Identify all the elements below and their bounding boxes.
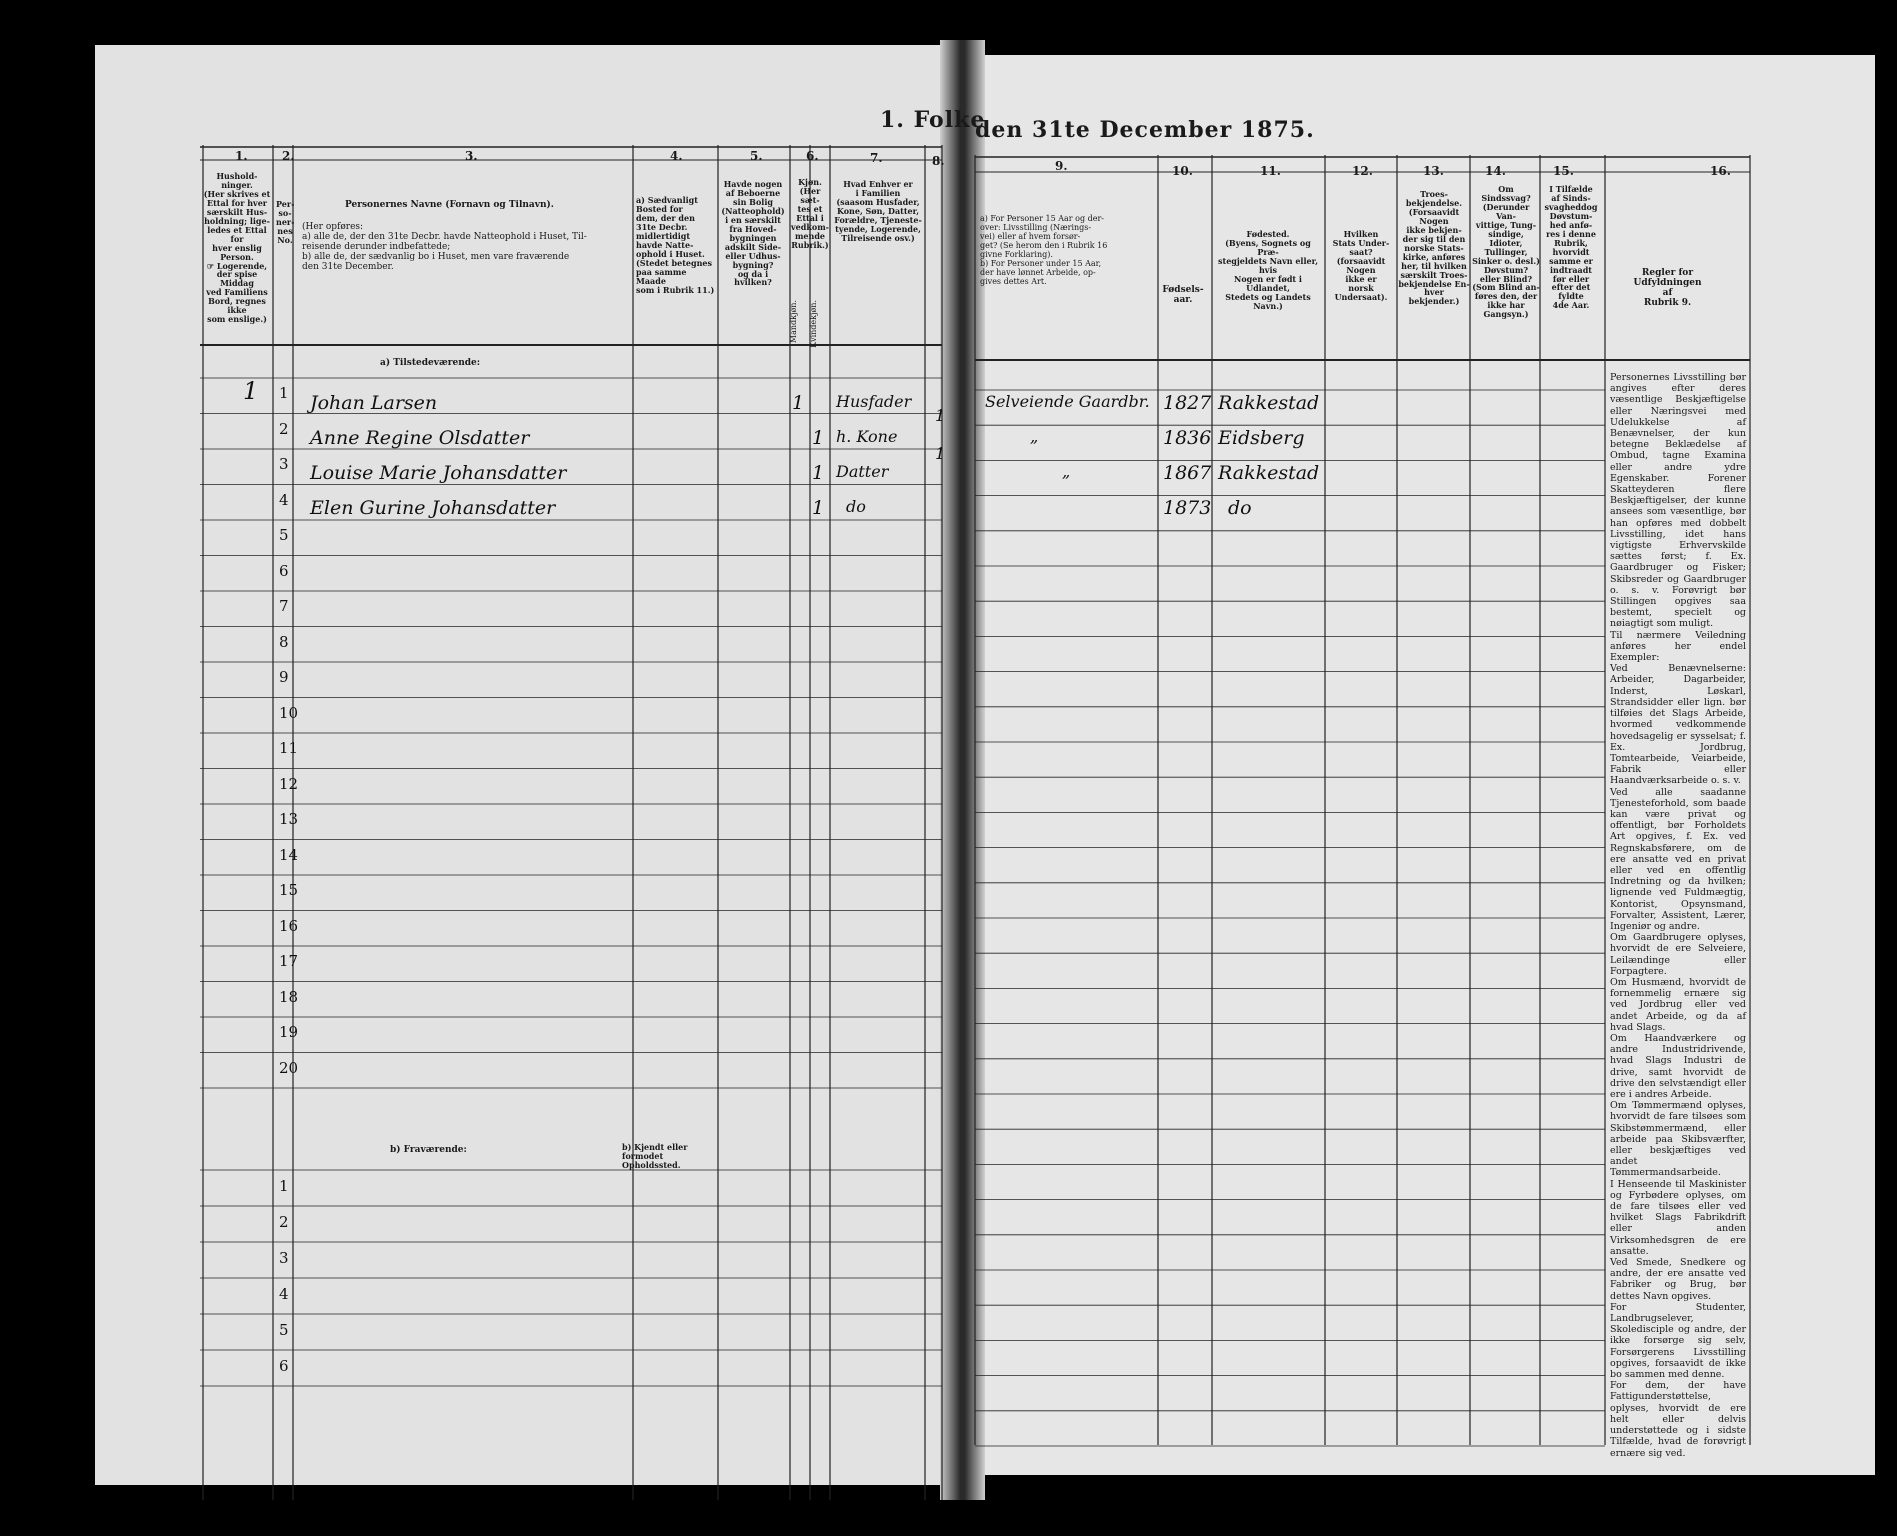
row-number: 8 [279,632,289,651]
person-sex-k: 1 [812,497,825,519]
col-num-2: 2. [282,149,295,163]
col-head-10: Fødsels- aar. [1162,285,1204,306]
row-number: 20 [279,1058,299,1077]
person-name: Elen Gurine Johansdatter [310,497,556,519]
row-number: 12 [279,774,299,793]
person-birth-year: 1867 [1163,462,1212,484]
section-absent-c4: b) Kjendt eller formodet Opholdssted. [622,1142,688,1170]
col-num-6: 6. [806,149,819,163]
col-head-3-sub: (Her opføres: a) alle de, der den 31te Decbr. havde Natteophold i Huset, Til- reisende derunder indbefattede; b) alle de, der sædvanlig bo i Huset, men vare fraværende den 31te December. [302,222,587,273]
row-number: 7 [279,597,289,615]
col-num-9: 9. [1055,159,1068,173]
col-num-4: 4. [670,149,683,163]
col-num-1: 1. [235,149,248,163]
row-number: 10 [279,703,299,722]
col-head-4: a) Sædvanligt Bosted for dem, der den 31te Decbr. midlertidigt havde Natte- ophold i Huset. (Stedet betegnes paa samme Maade som i Rubrik 11.) [636,195,715,295]
person-sex-k: 1 [812,462,825,484]
person-occupation: Selveiende Gaardbr. [985,392,1150,411]
person-name: Johan Larsen [310,392,438,414]
person-birth-year: 1873 [1163,497,1212,519]
col-num-10: 10. [1172,164,1193,178]
col-head-5: Havde nogen af Beboerne sin Bolig (Natteophold) i en særskilt fra Hoved- bygningen adskilt Side- eller Udhus- bygning? og da i hvilken? [721,179,785,288]
col-num-8: 8. [932,154,945,168]
col-head-1: Hushold- ninger. (Her skrives et Ettal for hver særskilt Hus- holdning; lige- ledes et Ettal for hver enslig Person. ☞ Logerende, der spise Middag ved Familiens Bord, regnes ikke som enslige.) [203,171,271,325]
col-head-13: Troes- bekjendelse. (Forsaavidt Nogen ikke bekjen- der sig til den norske Stats- kirke, anføres her, til hvilken særskilt Troes- bekjendelse En- hver bekjender.) [1398,189,1470,307]
page-title-left: 1. Folke [880,107,986,133]
person-birthplace: Rakkestad [1218,462,1320,484]
person-c8: 1 [935,406,946,425]
person-occupation: „ [1062,462,1071,481]
person-birthplace: do [1228,497,1252,519]
row-number: 1 [279,384,289,402]
person-role: Datter [836,462,889,481]
row-number: 4 [279,1285,289,1303]
row-number: 14 [279,845,299,864]
col-head-11: Fødested. (Byens, Sognets og Præ- stegjeldets Navn eller, hvis Nogen er født i Udlandet, Stedets og Landets Navn.) [1218,229,1318,311]
col-head-14: Om Sindssvag? (Derunder Van- vittige, Tung- sindige, Idioter, Tullinger, Sinker o. desl.) Døvstum? eller Blind? (Som Blind an- føres den, der ikke har Gangsyn.) [1472,184,1540,320]
row-number: 5 [279,1321,289,1339]
person-name: Louise Marie Johansdatter [310,462,567,484]
col-head-6: Kjøn. (Her sæt- tes et Ettal i vedkom- mende Rubrik.) [791,177,829,250]
col-head-6-m: Mandkjøn. [789,300,798,344]
col-num-3: 3. [465,149,478,163]
col-num-13: 13. [1423,164,1444,178]
row-number: 4 [279,490,289,509]
row-number: 2 [279,419,289,438]
row-number: 16 [279,916,299,935]
col-num-14: 14. [1485,164,1506,178]
col-num-5: 5. [750,149,763,163]
person-birth-year: 1827 [1163,392,1212,414]
person-name: Anne Regine Olsdatter [310,427,530,449]
col-num-12: 12. [1352,164,1373,178]
person-birth-year: 1836 [1163,427,1212,449]
person-birthplace: Rakkestad [1218,392,1320,414]
person-occupation: „ [1030,427,1039,446]
row-number: 13 [279,810,299,828]
section-absent: b) Fraværende: [390,1145,467,1155]
col-head-6-k: Kvindekjøn. [809,300,818,348]
col-head-3: Personernes Navne (Fornavn og Tilnavn). [345,200,554,210]
person-role: Husfader [836,392,912,411]
col-head-16: Regler for Udfyldningen af Rubrik 9. [1633,268,1702,309]
person-birthplace: Eidsberg [1218,427,1305,449]
household-mark: 1 [243,377,259,405]
row-number: 9 [279,668,289,686]
person-role: do [846,497,866,516]
col-num-15: 15. [1553,164,1574,178]
row-number: 2 [279,1213,289,1231]
page-title-right: den 31te December 1875. [975,117,1315,143]
col-head-7: Hvad Enhver er i Familien (saasom Husfader, Kone, Søn, Datter, Forældre, Tjeneste- tyende, Logerende, Tilreisende osv.) [834,179,922,243]
row-number: 17 [279,952,299,970]
row-number: 18 [279,987,299,1006]
col-num-7: 7. [870,151,883,165]
row-number: 19 [279,1023,299,1041]
col-head-12: Hvilken Stats Under- saat? (forsaavidt Nogen ikke er norsk Undersaat). [1332,229,1390,302]
section-present: a) Tilstedeværende: [380,358,481,368]
person-sex-k: 1 [812,427,825,449]
rules-text: Personernes Livsstilling bør angives efter deres væsentlige Beskjæftigelse eller Næringsvei med Udelukkelse af Benævnelser, der kun betegne Beklædelse af Ombud, tagne Examina eller andre ydre Egenskaber. Forener Skatteyderen flere Beskjæftigelser, der kunne ansees som væsentlige, bør han opføres med dobbelt Livsstilling, idet hans vigtigste Erhvervskilde sættes først; f. Ex. Gaardbruger og Fisker; Skibsreder og Gaardbruger o. s. v. Forøvrigt bør Stillingen opgives saa bestemt, specielt og nøiagtigt som muligt. Til nærmere Veiledning anføres her endel Exempler: Ved Benævnelserne: Arbeider, Dagarbeider, Inderst, Løskarl, Strandsidder eller lign. bør tilføies det Slags Arbeide, hvormed vedkommende hovedsagelig er sysselsat; f. Ex. Jordbrug, Tomtearbeide, Veiarbeide, Fabrik eller Haandværksarbeide o. s. v. Ved alle saadanne Tjenesteforhold, som baade kan være privat og offentligt, bør Forholdets Art opgives, f. Ex. ved Regnskabsførere, om de ere ansatte ved en privat eller ved en offentlig Indretning og da hvilken; lignende ved Fuldmægtig, Kontorist, Opsynsmand, Forvalter, Assistent, Lærer, Ingeniør og andre. Om Gaardbrugere oplyses, hvorvidt de ere Selveiere, Leilændinge eller Forpagtere. Om Husmænd, hvorvidt de fornemmelig ernære sig ved Jordbrug eller ved andet Arbeide, og da af hvad Slags. Om Haandværkere og andre Industridrivende, hvad Slags Industri de drive, samt hvorvidt de drive den selvstændigt eller ere i andres Arbeide. Om Tømmermænd oplyses, hvorvidt de fare tilsøes som Skibstømmermænd, eller arbeide paa Skibsværfter, eller beskjæftiges ved andet Tømmermandsarbeide. I Henseende til Maskinister og Fyrbødere oplyses, om de fare tilsøes eller ved hvilket Slags Fabrikdrift eller anden Virksomhedsgren de ere ansatte. Ved Smede, Snedkere og andre, der ere ansatte ved Fabriker og Brug, bør dettes Navn opgives. For Studenter, Landbrugselever, Skoledisciple og andre, der ikke forsørge sig selv, Forsørgerens Livsstilling opgives, forsaavidt de ikke bo sammen med denne. For dem, der have Fattigunderstøttelse, oplyses, hvorvidt de ere helt eller delvis understøttede og i sidste Tilfælde, hvad de forøvrigt ernære sig ved. [1610,372,1746,1459]
row-number: 15 [279,881,299,899]
col-num-16: 16. [1710,164,1731,178]
col-head-15: I Tilfælde af Sinds- svagheddog Døvstum- hed anfø- res i denne Rubrik, hvorvidt samme er indtraadt før eller efter det fyldte 4de Aar. [1544,184,1598,311]
col-head-9: a) For Personer 15 Aar og der- over: Livsstilling (Nærings- vei) eller af hvem forsør- get? (Se herom den i Rubrik 16 givne Forklaring). b) For Personer under 15 Aar, der have lønnet Arbeide, op- gives dettes Art. [980,214,1108,286]
person-role: h. Kone [836,427,898,446]
person-sex-m: 1 [792,392,805,414]
row-number: 5 [279,526,289,544]
row-number: 3 [279,455,289,473]
row-number: 3 [279,1249,289,1267]
person-c8: 1 [935,444,946,463]
row-number: 11 [279,739,299,757]
col-head-2: Per- so- ner- nes No. [276,199,295,245]
row-number: 6 [279,1357,289,1375]
row-number: 6 [279,561,289,580]
col-num-11: 11. [1260,164,1281,178]
row-number: 1 [279,1177,289,1195]
